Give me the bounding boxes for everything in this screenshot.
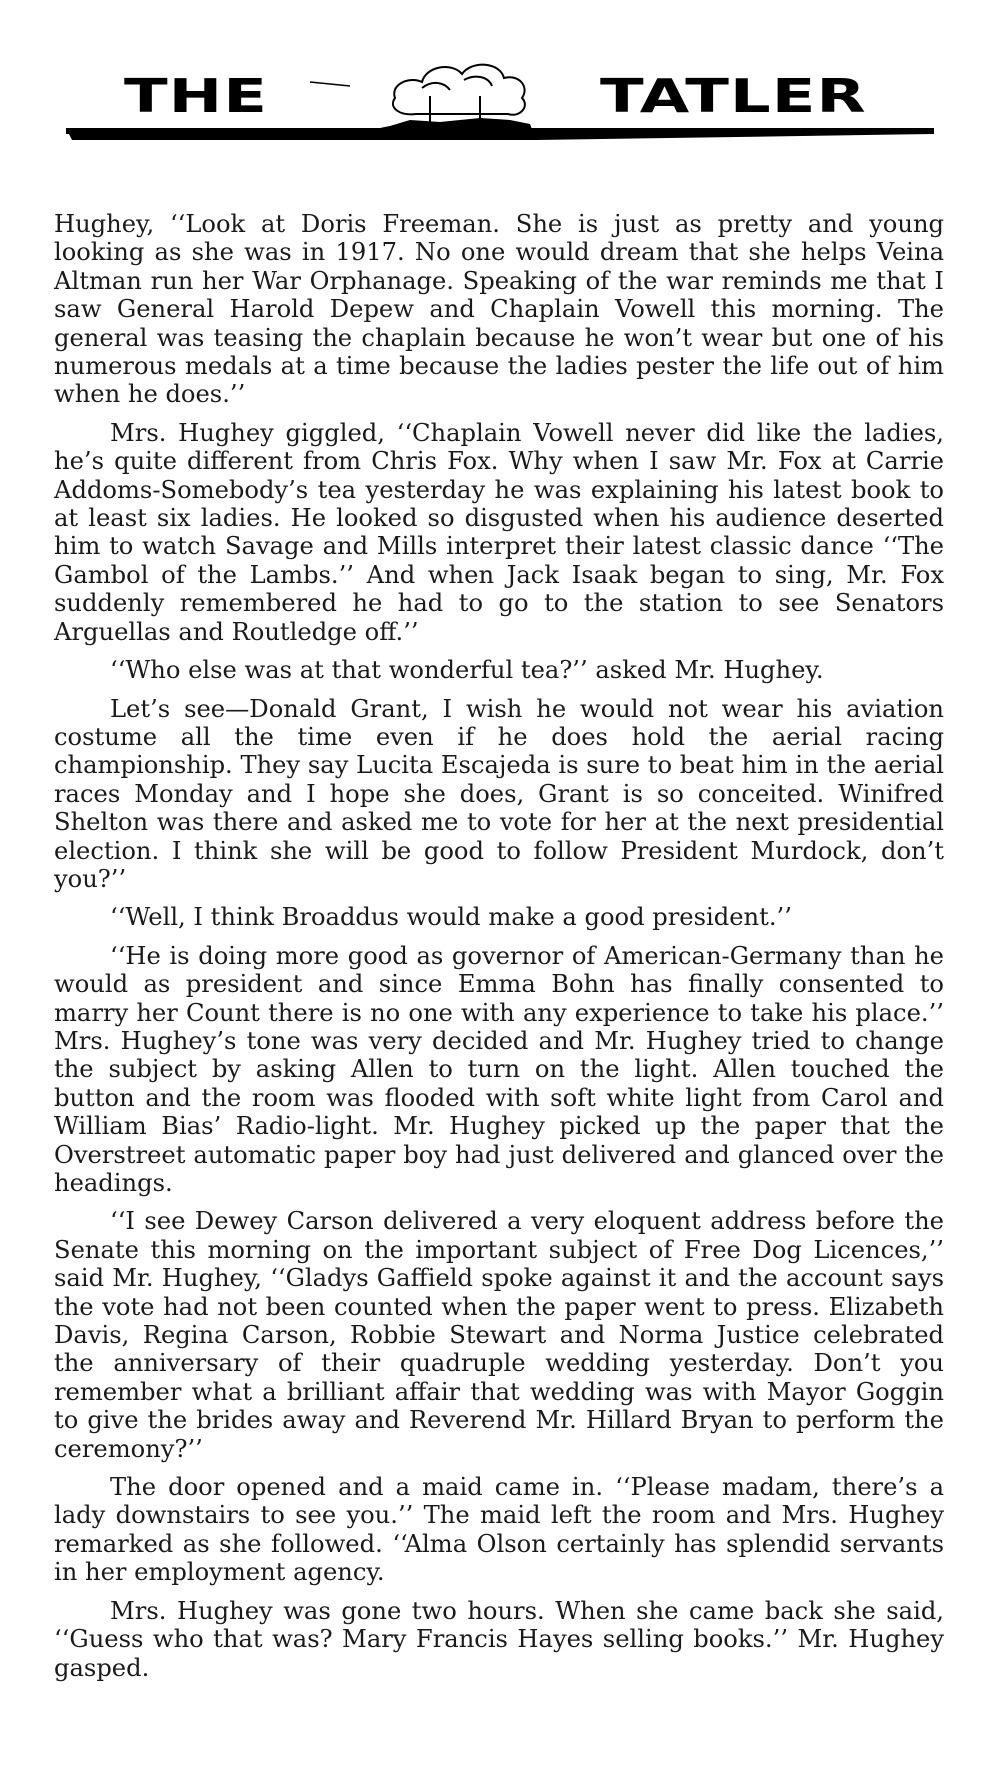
paragraph: ‘‘Well, I think Broaddus would make a good president.’’ <box>110 903 792 932</box>
article-body <box>54 210 944 1692</box>
paragraph: Let’s see—Donald Grant, I wish he would not wear his aviation costume all the time even if he does hold the aerial racing championship. They say Lucita Escajeda is sure to beat him in the aerial races Monday and I hope she does, Grant is so conceited. Winifred Shelton was there and asked me to vote for her at the next presidential election. I think she will be good to follow President Murdock, don’t you?’’ <box>54 694 944 893</box>
paragraph: Mrs. Hughey giggled, ‘‘Chaplain Vowell never did like the ladies, he’s quite different from Chris Fox. Why when I saw Mr. Fox at Carrie Addoms-Somebody’s tea yesterday he was explaining his latest book to at least six ladies. He looked so disgusted when his audience deserted him to watch Savage and Mills interpret their latest classic dance ‘‘The Gambol of the Lambs.’’ And when Jack Isaak began to sing, Mr. Fox suddenly remembered he had to go to the station to see Senators Arguellas and Routledge off.’’ <box>54 418 944 646</box>
paragraph: The door opened and a maid came in. ‘‘Please madam, there’s a lady downstairs to see you.’’ The maid left the room and Mrs. Hughey remarked as she followed. ‘‘Alma Olson certainly has splendid servants in her employment agency. <box>54 1473 944 1587</box>
paragraph: Mrs. Hughey was gone two hours. When she came back she said, ‘‘Guess who that was? Mary Francis Hayes selling books.’’ Mr. Hughey gasped. <box>54 1596 944 1682</box>
masthead-word-left: THE <box>124 70 268 124</box>
masthead-word-right: TATLER <box>600 70 867 124</box>
paragraph: ‘‘Who else was at that wonderful tea?’’ asked Mr. Hughey. <box>110 656 824 685</box>
paragraph: ‘‘I see Dewey Carson delivered a very eloquent address before the Senate this morning on the important subject of Free Dog Licences,’’ said Mr. Hughey, ‘‘Gladys Gaffield spoke against it and the account says the vote had not been counted when the paper went to press. Elizabeth Davis, Regina Carson, Robbie Stewart and Norma Justice celebrated the anniversary of their quadruple wedding yesterday. Don’t you remember what a brilliant affair that wedding was with Mayor Goggin to give the brides away and Reverend Mr. Hillard Bryan to perform the ceremony?’’ <box>54 1207 944 1463</box>
paragraph: Hughey, ‘‘Look at Doris Freeman. She is just as pretty and young looking as she was in 1917. No one would dream that she helps Veina Altman run her War Orphanage. Speaking of the war reminds me that I saw General Harold Depew and Chaplain Vowell this morning. The general was teasing the chaplain because he won’t wear but one of his numerous medals at a time because the ladies pester the life out of him when he does.’’ <box>54 210 944 409</box>
paragraph: ‘‘He is doing more good as governor of American-Germany than he would as president and since Emma Bohn has finally consented to marry her Count there is no one with any experience to take his place.’’ Mrs. Hughey’s tone was very decided and Mr. Hughey tried to change the subject by asking Allen to turn on the light. Allen touched the button and the room was flooded with soft white light from Carol and William Bias’ Radio-light. Mr. Hughey picked up the paper that the Overstreet automatic paper boy had just delivered and glanced over the headings. <box>54 941 944 1197</box>
masthead <box>60 40 940 160</box>
